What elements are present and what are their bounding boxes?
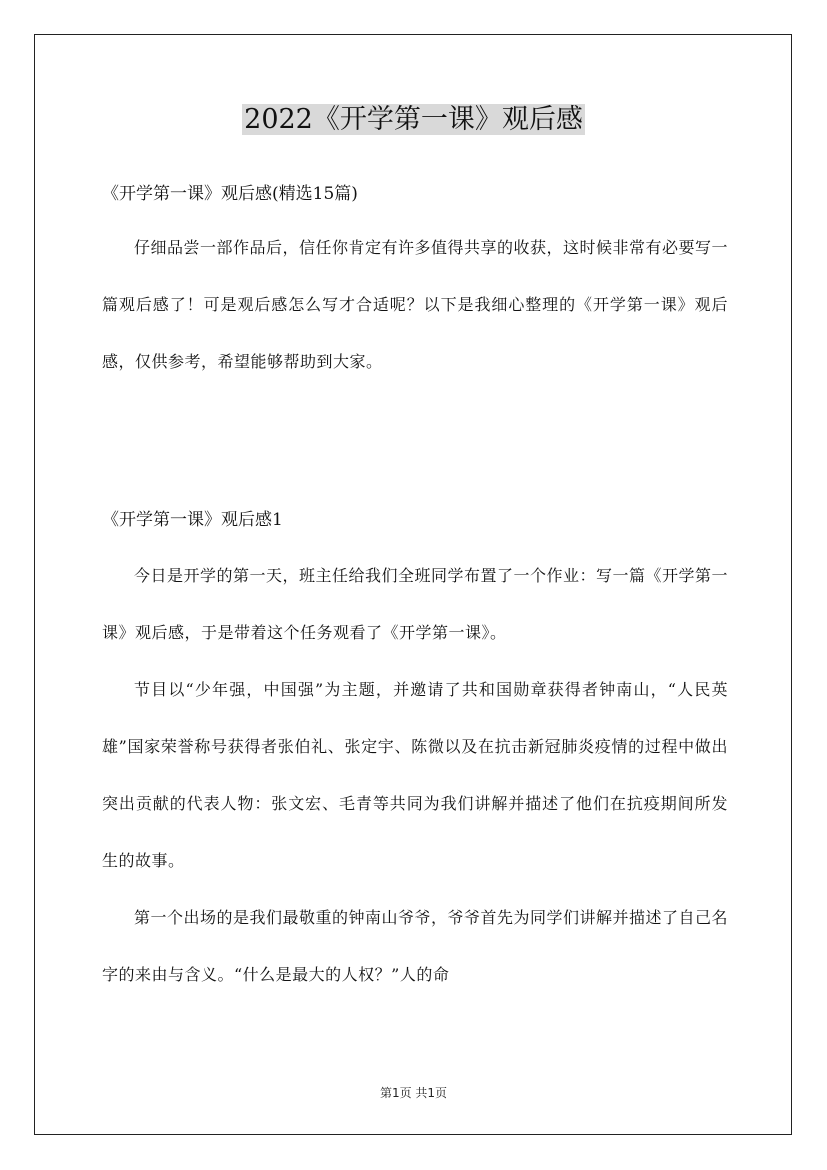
document-title-text: 2022《开学第一课》观后感 (244, 104, 583, 135)
intro-paragraph: 仔细品尝一部作品后，信任你肯定有许多值得共享的收获，这时候非常有必要写一篇观后感了！可是观后感怎么写才合适呢？以下是我细心整理的《开学第一课》观后感，仅供参考，希望能够帮助到大家。 (102, 238, 729, 371)
section-body (102, 547, 728, 1003)
intro-block (102, 219, 728, 390)
body-paragraph-2: 节目以“少年强，中国强”为主题，并邀请了共和国勋章获得者钟南山，“人民英雄”国家荣誉称号获得者张伯礼、张定宇、陈微以及在抗击新冠肺炎疫情的过程中做出突出贡献的代表人物：张文宏、毛青等共同为我们讲解并描述了他们在抗疫期间所发生的故事。 (102, 680, 728, 870)
body-paragraph-3: 第一个出场的是我们最敬重的钟南山爷爷，爷爷首先为同学们讲解并描述了自己名字的来由与含义。“什么是最大的人权？”人的命 (102, 908, 729, 984)
document-subtitle: 《开学第一课》观后感(精选15篇) (102, 184, 358, 204)
body-paragraph-1: 今日是开学的第一天，班主任给我们全班同学布置了一个作业：写一篇《开学第一课》观后感，于是带着这个任务观看了《开学第一课》。 (102, 566, 729, 642)
document-title (0, 100, 827, 140)
section-heading: 《开学第一课》观后感1 (102, 510, 283, 530)
page-footer: 第1页 共1页 (379, 1086, 448, 1100)
